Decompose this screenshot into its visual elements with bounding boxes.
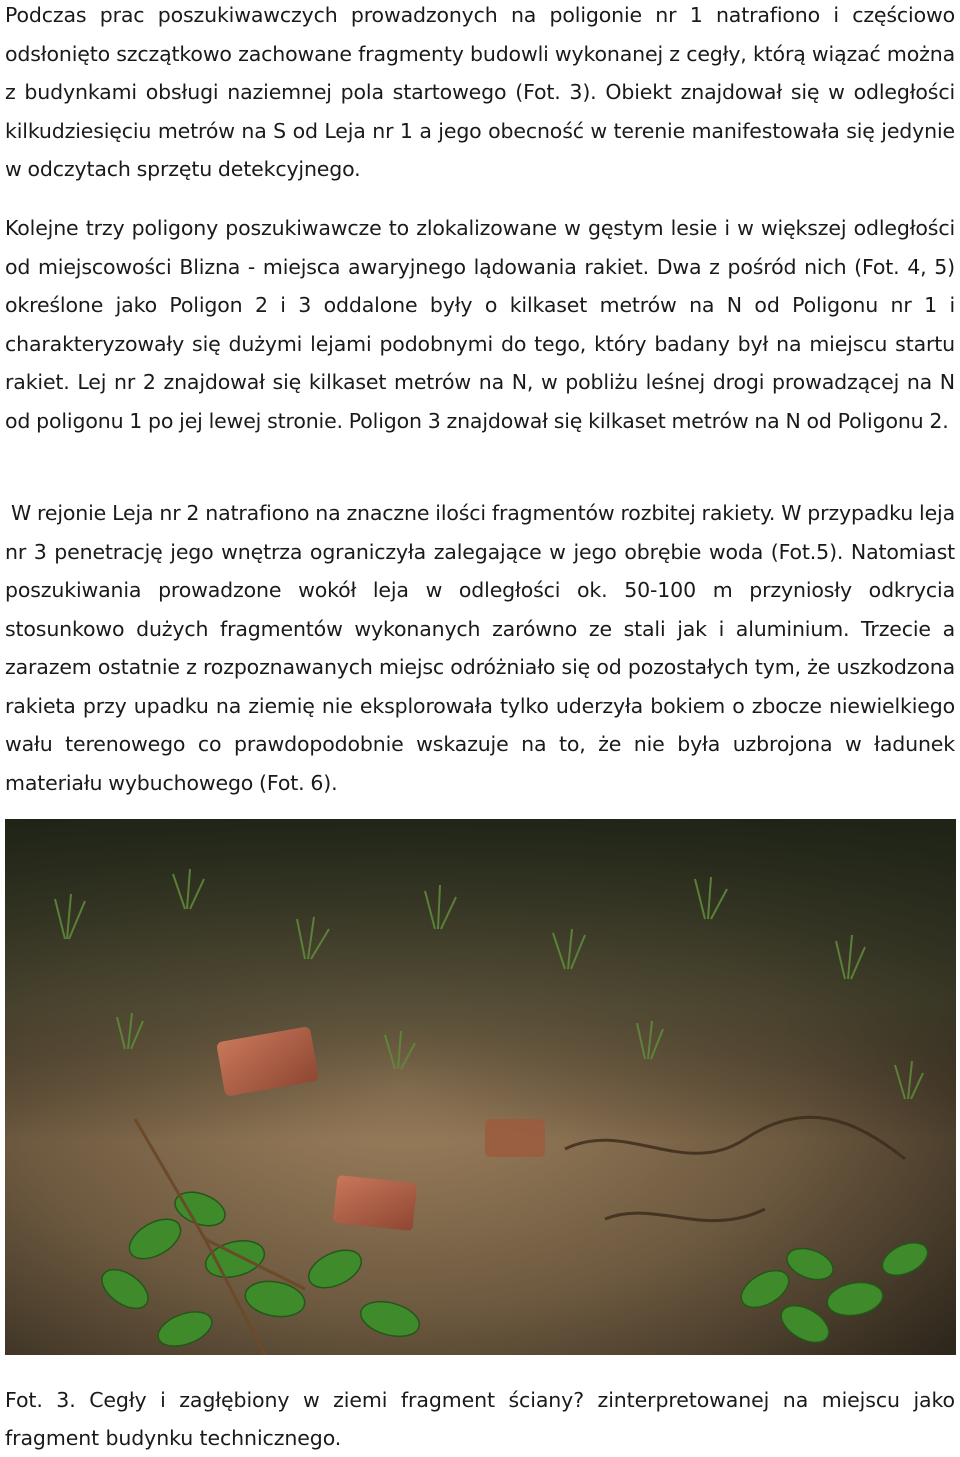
paragraph-3: W rejonie Leja nr 2 natrafiono na znaczne ilości fragmentów rozbitej rakiety. W przypadku leja nr 3 penetrację jego wnętrza ograniczyła zalegające w jego obrębie woda (Fot.5). Natomiast poszukiwania prowadzone wokół leja w odległości ok. 50-100 m przyniosły odkrycia stosunkowo dużych fragmentów wykonanych zarówno ze stali jak i aluminium. Trzecie a zarazem ostatnie z rozpoznawanych miejsc odróżniało się od pozostałych tym, że uszkodzona rakieta przy upadku na ziemię nie eksplorowała tylko uderzyła bokiem o zbocze niewielkiego wału terenowego co prawdopodobnie wskazuje na to, że nie była uzbrojona w ładunek materiału wybuchowego (Fot. 6). — [5, 501, 955, 795]
paragraph-1: Podczas prac poszukiwawczych prowadzonych na poligonie nr 1 natrafiono i częściowo odsłonięto szczątkowo zachowane fragmenty budowli wykonanej z cegły, którą wiązać można z budynkami obsługi naziemnej pola startowego (Fot. 3). Obiekt znajdował się w odległości kilkudziesięciu metrów na S od Leja nr 1 a jego obecność w terenie manifestowała się jedynie w odczytach sprzętu detekcyjnego. — [5, 3, 955, 181]
photo-bricks-in-forest — [5, 819, 956, 1355]
paragraph-2: Kolejne trzy poligony poszukiwawcze to zlokalizowane w gęstym lesie i w większej odległości od miejscowości Blizna - miejsca awaryjnego lądowania rakiet. Dwa z pośród nich (Fot. 4, 5) określone jako Poligon 2 i 3 oddalone były o kilkaset metrów na N od Poligonu nr 1 i charakteryzowały się dużymi lejami podobnymi do tego, który badany był na miejscu startu rakiet. Lej nr 2 znajdował się kilkaset metrów na N, w pobliżu leśnej drogi prowadzącej na N od poligonu 1 po jej lewej stronie. Poligon 3 znajdował się kilkaset metrów na N od Poligonu 2. — [5, 216, 955, 433]
photo-caption: Fot. 3. Cegły i zagłębiony w ziemi fragment ściany? zinterpretowanej na miejscu jako fragment budynku technicznego. — [5, 1388, 955, 1450]
